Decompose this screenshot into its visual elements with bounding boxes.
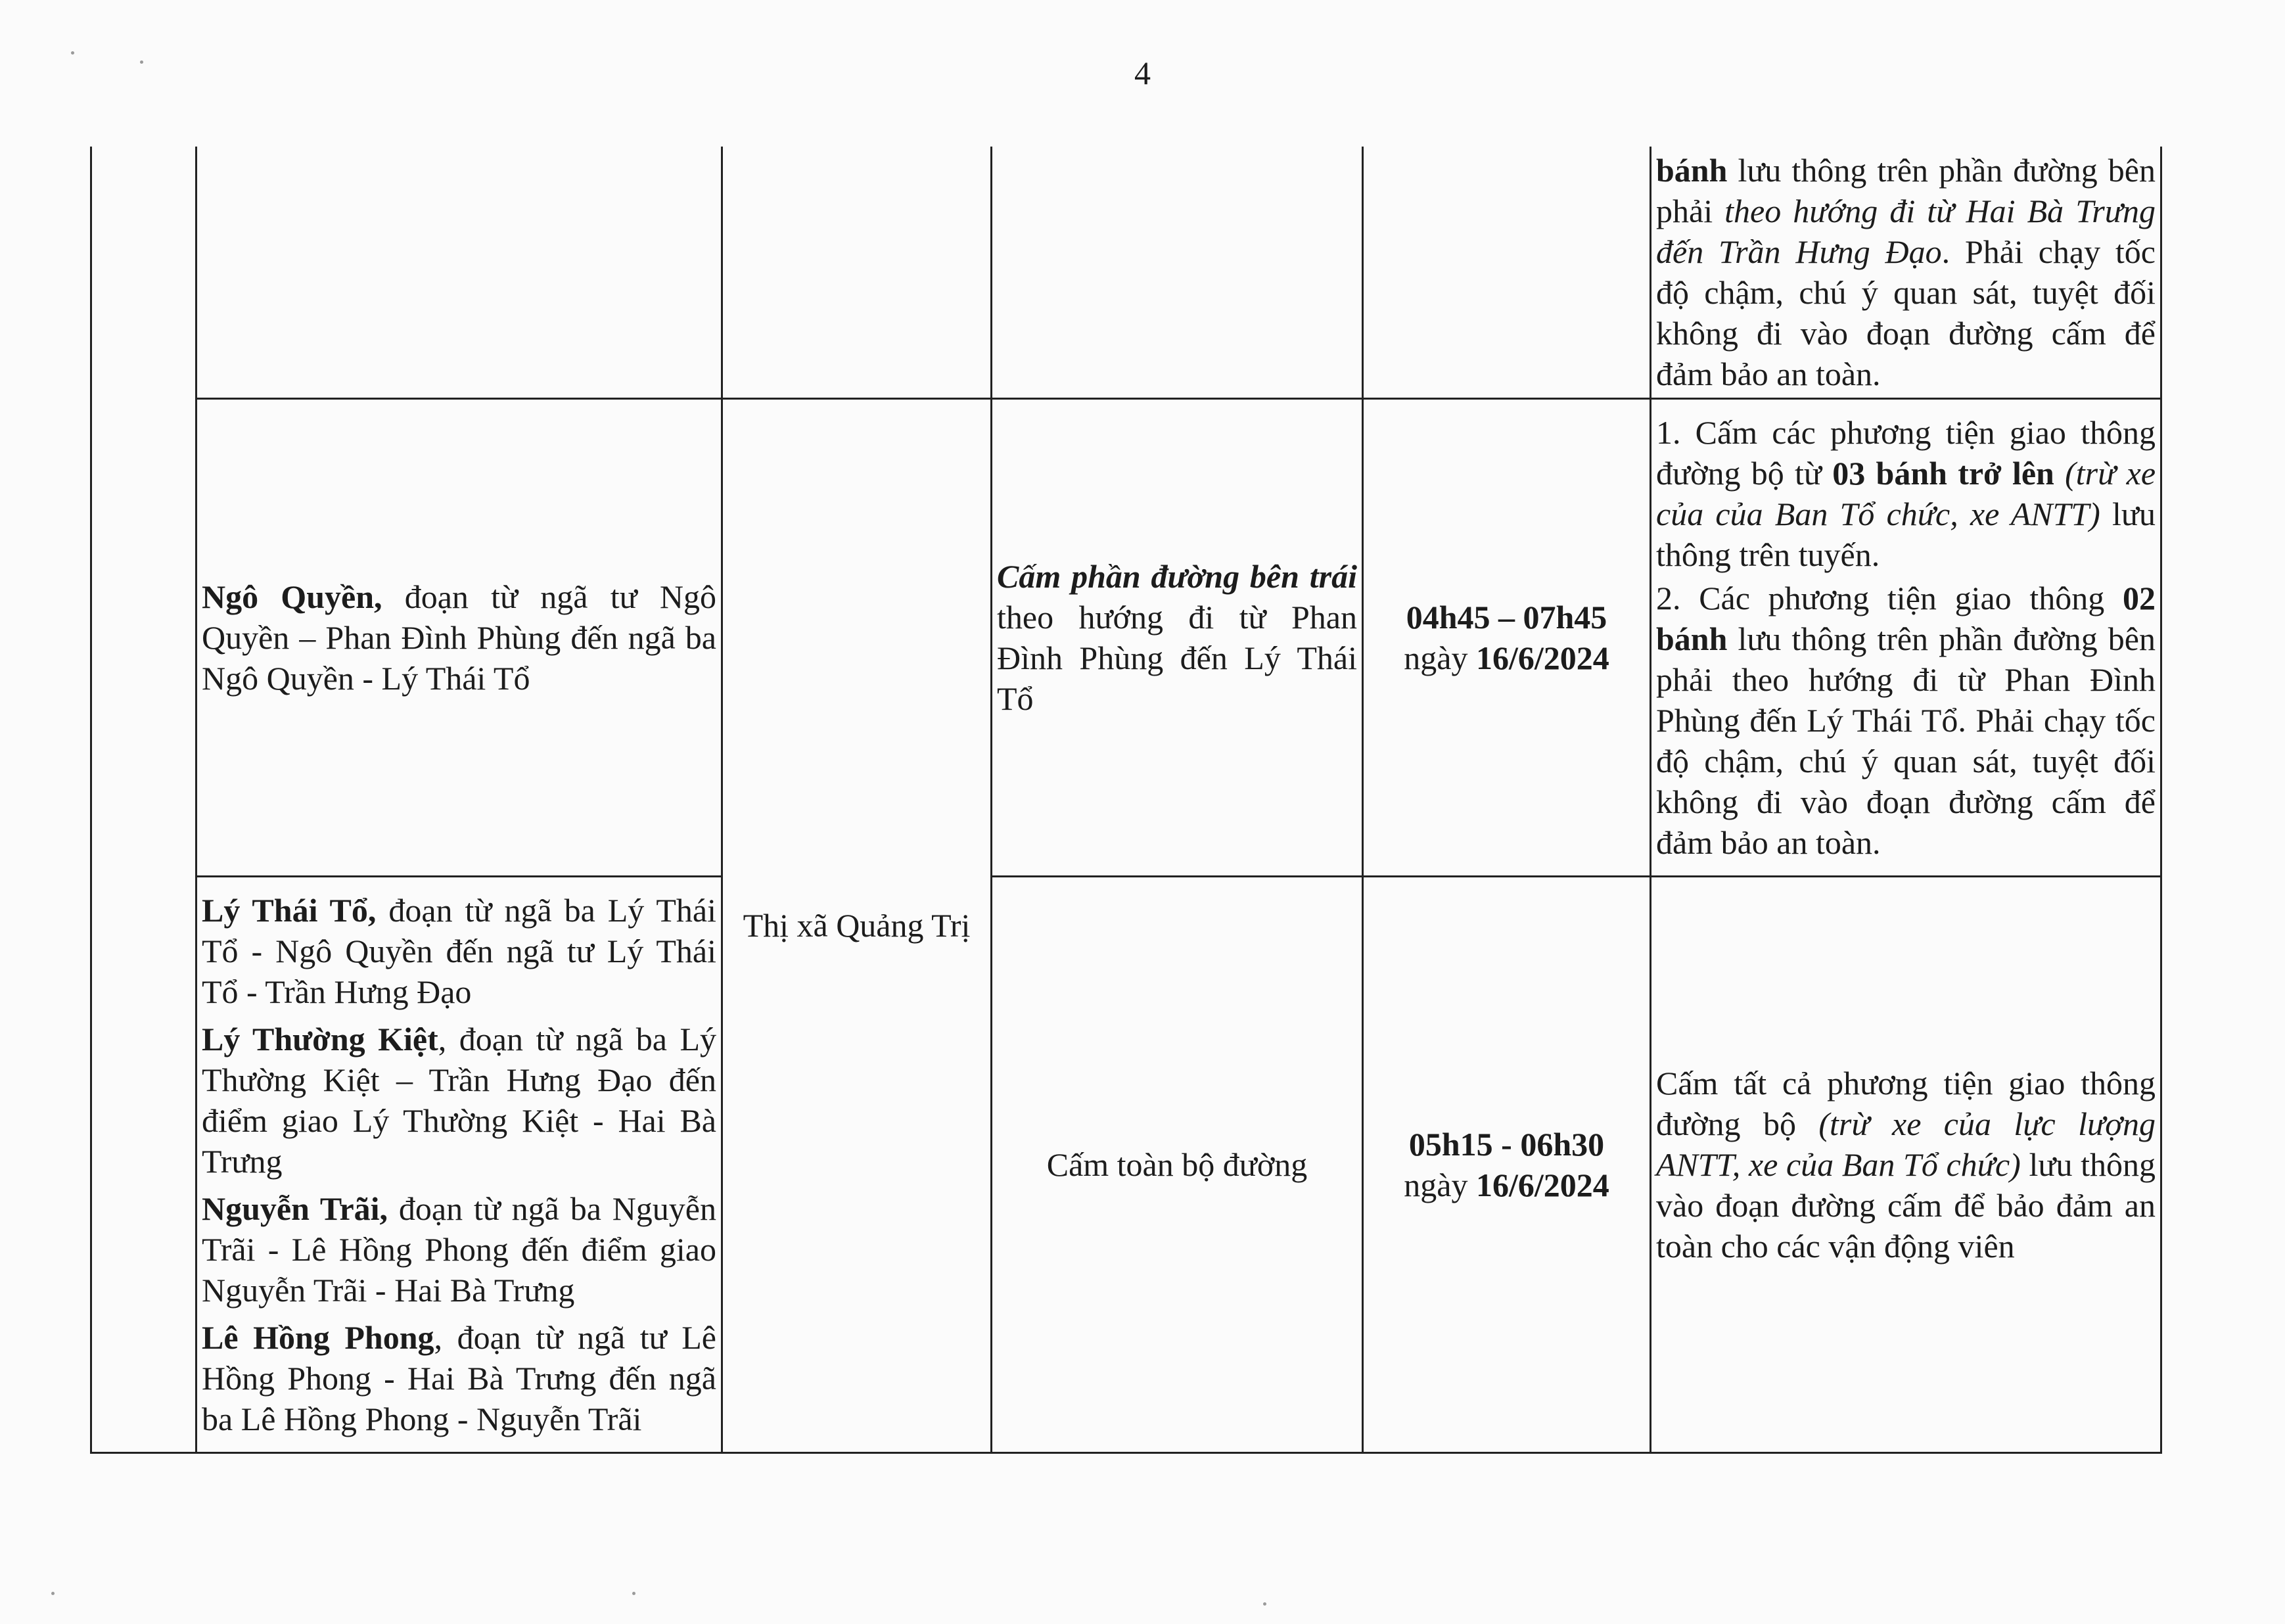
scope-cell: Cấm toàn bộ đường (992, 876, 1363, 1452)
road-name: Nguyễn Trãi, (202, 1190, 388, 1227)
road-cell (196, 147, 722, 398)
unit-cell: Thị xã Quảng Trị (722, 398, 992, 1452)
traffic-restriction-table (90, 147, 2162, 1454)
note-text: . Phải chạy tốc độ chậm, chú ý quan sát, tuyệt đối không đi vào đoạn đường cấm để đảm bảo an toàn. (1656, 233, 2156, 392)
time-cell (1363, 398, 1651, 876)
time-range: 05h15 - 06h30 (1408, 1125, 1605, 1163)
index-cell (91, 147, 196, 1452)
day-label: ngày (1404, 1166, 1476, 1203)
date: 16/6/2024 (1475, 639, 1609, 676)
road-entry (202, 1317, 716, 1439)
note-bold: 02 bánh (1656, 579, 2156, 657)
road-entry (202, 1019, 716, 1182)
scan-speck (51, 1592, 55, 1595)
scan-speck (71, 51, 74, 55)
note-text: Cấm tất cả phương tiện giao thông đường bộ (1656, 1064, 2156, 1142)
unit-cell (722, 147, 992, 398)
road-entry (202, 1188, 716, 1311)
time-cell (1363, 147, 1651, 398)
note-cell (1651, 398, 2161, 876)
page-number: 4 (1134, 55, 1151, 91)
note-text (2054, 455, 2065, 492)
note-text: lưu thông trên tuyến. (1656, 495, 2156, 573)
time-cell (1363, 876, 1651, 1452)
note-text: lưu thông vào đoạn đường cấm để bảo đảm an toàn cho các vận động viên (1656, 1146, 2156, 1264)
note-bold: 03 bánh trở lên (1832, 454, 2054, 492)
road-entry (202, 890, 716, 1012)
note-cell (1651, 147, 2161, 398)
scope-cell (992, 147, 1363, 398)
note-cell (1651, 876, 2161, 1452)
road-description: đoạn từ ngã tư Ngô Quyền – Phan Đình Phùng đến ngã ba Ngô Quyền - Lý Thái Tổ (202, 578, 716, 697)
note-italic: (trừ xe của của Ban Tổ chức, xe ANTT) (1656, 454, 2156, 532)
time-range: 04h45 – 07h45 (1406, 598, 1607, 636)
note-italic: (trừ xe của lực lượng ANTT, xe của Ban Tổ chức) (1656, 1105, 2156, 1183)
scope-bold-italic: Cấm phần đường bên trái (997, 557, 1357, 595)
road-name: Lý Thái Tổ, (202, 891, 377, 929)
road-name: Ngô Quyền, (202, 578, 382, 615)
road-description: đoạn từ ngã ba Lý Thái Tổ - Ngô Quyền đến ngã tư Lý Thái Tổ - Trần Hưng Đạo (202, 891, 716, 1010)
table-row (91, 398, 2161, 876)
road-cell (196, 876, 722, 1452)
note-text: 1. Cấm các phương tiện giao thông đường bộ từ (1656, 413, 2156, 492)
road-name: Lê Hồng Phong (202, 1318, 434, 1356)
date: 16/6/2024 (1475, 1166, 1609, 1203)
table-row (91, 876, 2161, 1452)
table-row (91, 147, 2161, 398)
note-bold: bánh (1656, 151, 1728, 189)
note-text: 2. Các phương tiện giao thông (1656, 579, 2123, 616)
scope-cell (992, 398, 1363, 876)
scan-speck (140, 60, 143, 64)
scan-speck (632, 1592, 635, 1595)
road-description: , đoạn từ ngã ba Lý Thường Kiệt – Trần Hưng Đạo đến điểm giao Lý Thường Kiệt - Hai Bà Trưng (202, 1020, 716, 1180)
road-description: , đoạn từ ngã tư Lê Hồng Phong - Hai Bà Trưng đến ngã ba Lê Hồng Phong - Nguyễn Trãi (202, 1318, 716, 1437)
day-label: ngày (1404, 639, 1476, 676)
scan-speck (1263, 1602, 1266, 1606)
road-description: đoạn từ ngã ba Nguyễn Trãi - Lê Hồng Phong đến điểm giao Nguyễn Trãi - Hai Bà Trưng (202, 1190, 716, 1309)
note-text: lưu thông trên phần đường bên phải (1656, 151, 2156, 229)
road-name: Lý Thường Kiệt (202, 1020, 438, 1057)
note-italic: theo hướng đi từ Hai Bà Trưng đến Trần Hưng Đạo (1656, 192, 2156, 270)
scope-text: theo hướng đi từ Phan Đình Phùng đến Lý Thái Tổ (997, 598, 1357, 717)
note-text: lưu thông trên phần đường bên phải theo hướng đi từ Phan Đình Phùng đến Lý Thái Tổ. Phải chạy tốc độ chậm, chú ý quan sát, tuyệt đối không đi vào đoạn đường cấm để đảm bảo an toàn. (1656, 620, 2156, 861)
road-cell (196, 398, 722, 876)
